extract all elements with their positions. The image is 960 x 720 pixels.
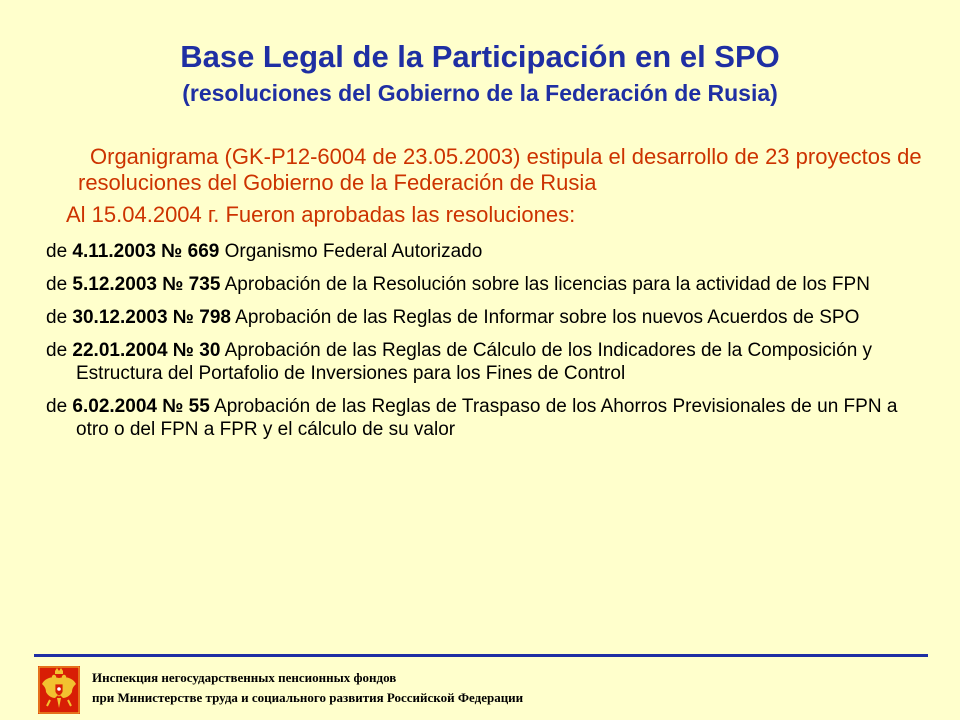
resolution-ref: 4.11.2003 № 669 xyxy=(72,241,220,262)
footer-line-2: при Министерстве труда и социального развития Российской Федерации xyxy=(92,690,524,705)
resolution-prefix: de xyxy=(46,274,73,295)
page-title: Base Legal de la Participación en el SPO xyxy=(180,39,780,74)
resolution-prefix: de xyxy=(46,307,73,328)
intro-text xyxy=(66,144,938,228)
resolution-prefix: de xyxy=(46,241,73,262)
resolution-item xyxy=(46,395,916,441)
resolution-text: Aprobación de las Reglas de Informar sobre los nuevos Acuerdos de SPO xyxy=(230,307,860,328)
resolution-text: Aprobación de las Reglas de Cálculo de los Indicadores de la Composición y Estructura del Portafolio de Inversiones para los Fines de Control xyxy=(76,340,873,384)
page-subtitle: (resoluciones del Gobierno de la Federación de Rusia) xyxy=(182,80,778,106)
resolution-text: Aprobación de las Reglas de Traspaso de los Ahorros Previsionales de un FPN a otro o del FPN a FPR y el cálculo de su valor xyxy=(76,396,898,440)
resolution-ref: 6.02.2004 № 55 xyxy=(72,396,210,417)
resolution-item xyxy=(46,240,916,263)
resolution-prefix: de xyxy=(46,396,73,417)
resolution-item xyxy=(46,306,916,329)
resolution-text: Organismo Federal Autorizado xyxy=(219,241,483,262)
resolution-ref: 30.12.2003 № 798 xyxy=(72,307,231,328)
resolution-ref: 5.12.2003 № 735 xyxy=(72,274,221,295)
resolution-item xyxy=(46,273,916,296)
resolution-item xyxy=(46,339,916,385)
title-block xyxy=(0,38,960,108)
intro-paragraph-approved: Al 15.04.2004 г. Fueron aprobadas las resoluciones: xyxy=(66,202,576,227)
resolution-list xyxy=(46,240,916,451)
resolution-ref: 22.01.2004 № 30 xyxy=(72,340,221,361)
footer-divider xyxy=(34,654,928,657)
intro-paragraph-organigrama: Organigrama (GK-P12-6004 de 23.05.2003) estipula el desarrollo de 23 proyectos de resoluciones del Gobierno de la Federación de Rusia xyxy=(78,144,922,195)
footer-organization xyxy=(92,668,523,708)
resolution-prefix: de xyxy=(46,340,73,361)
footer-line-1: Инспекция негосударственных пенсионных фондов xyxy=(92,670,397,685)
coat-of-arms-icon xyxy=(38,666,80,714)
resolution-text: Aprobación de la Resolución sobre las licencias para la actividad de los FPN xyxy=(220,274,870,295)
